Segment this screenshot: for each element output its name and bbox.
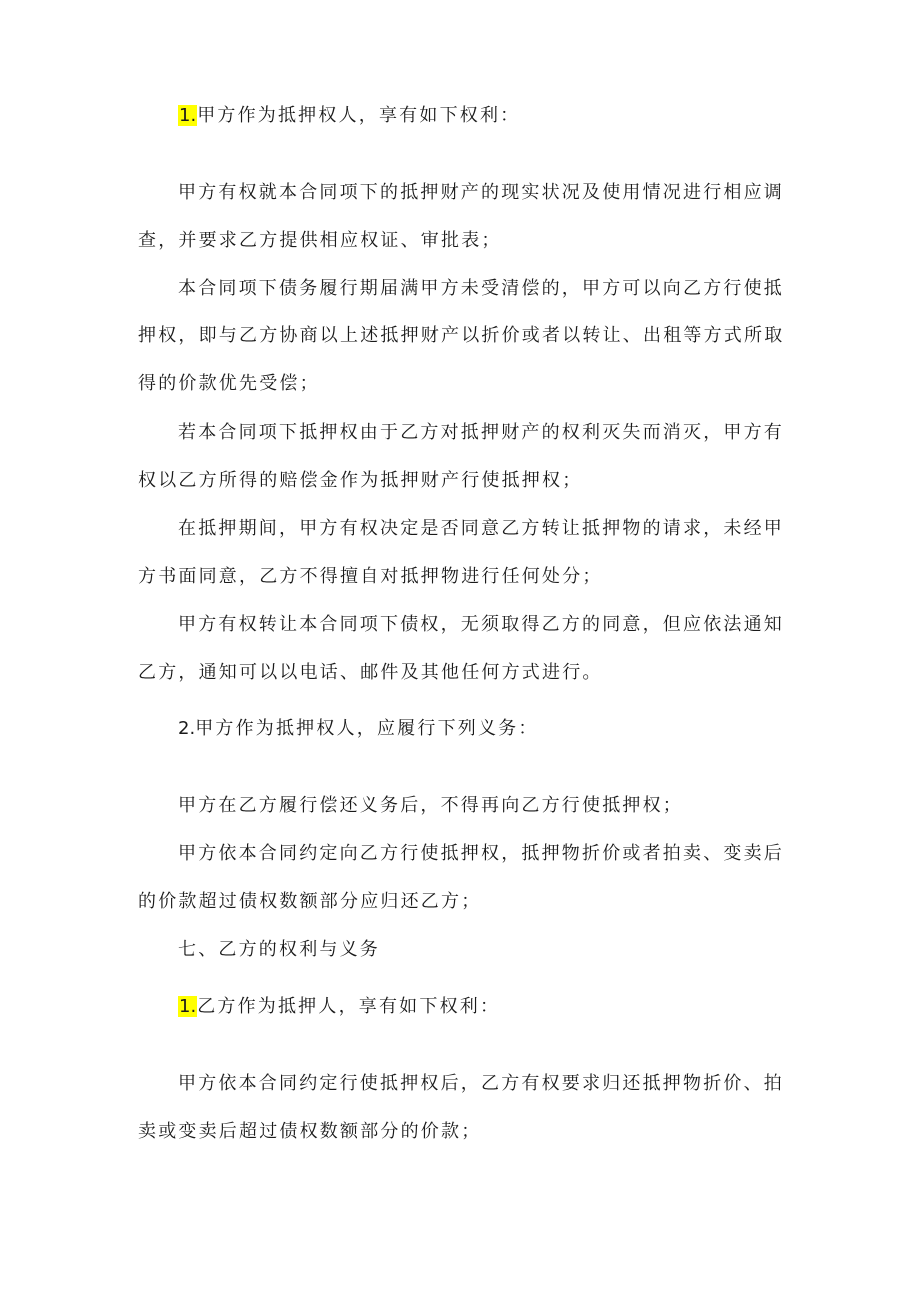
paragraph-line: 查，并要求乙方提供相应权证、审批表； [138, 230, 502, 251]
paragraph-line: 卖或变卖后超过债权数额部分的价款； [138, 1121, 482, 1142]
paragraph-line: 方书面同意，乙方不得擅自对抵押物进行任何处分； [138, 566, 603, 587]
item-number-highlighted: 1. [179, 996, 197, 1017]
heading-text: 甲方作为抵押权人，享有如下权利： [197, 105, 521, 126]
section-heading-1 [178, 104, 520, 128]
item-number: 2. [178, 718, 196, 739]
item-number-highlighted: 1. [179, 105, 197, 126]
paragraph-line: 本合同项下债务履行期届满甲方未受清偿的，甲方可以向乙方行使抵 [178, 278, 784, 299]
section-title: 七、乙方的权利与义务 [178, 939, 380, 960]
paragraph-line: 甲方在乙方履行偿还义务后，不得再向乙方行使抵押权； [178, 795, 683, 816]
paragraph-line: 得的价款优先受偿； [138, 373, 320, 394]
heading-text: 甲方作为抵押权人，应履行下列义务： [195, 718, 539, 739]
paragraph-line: 乙方，通知可以以电话、邮件及其他任何方式进行。 [138, 662, 603, 683]
paragraph-line: 甲方依本合同约定向乙方行使抵押权，抵押物折价或者拍卖、变卖后 [178, 843, 784, 864]
paragraph-line: 在抵押期间，甲方有权决定是否同意乙方转让抵押物的请求，未经甲 [178, 518, 784, 539]
paragraph-line: 的价款超过债权数额部分应归还乙方； [138, 891, 482, 912]
paragraph-line: 权以乙方所得的赔偿金作为抵押财产行使抵押权； [138, 470, 583, 491]
section-heading-3 [178, 995, 500, 1019]
heading-text: 乙方作为抵押人，享有如下权利： [197, 996, 501, 1017]
paragraph-line: 甲方有权转让本合同项下债权，无须取得乙方的同意，但应依法通知 [178, 614, 784, 635]
paragraph-line: 甲方有权就本合同项下的抵押财产的现实状况及使用情况进行相应调 [178, 182, 784, 203]
section-heading-2 [178, 717, 539, 741]
paragraph-line: 押权，即与乙方协商以上述抵押财产以折价或者以转让、出租等方式所取 [138, 325, 785, 346]
paragraph-line: 若本合同项下抵押权由于乙方对抵押财产的权利灭失而消灭，甲方有 [178, 422, 784, 443]
paragraph-line: 甲方依本合同约定行使抵押权后，乙方有权要求归还抵押物折价、拍 [178, 1073, 784, 1094]
